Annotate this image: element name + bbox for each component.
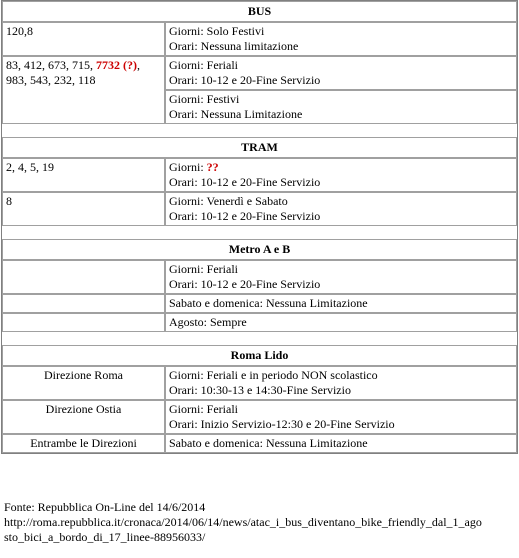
lido-row-2 [2,400,517,434]
lido-section-title: Roma Lido [2,345,517,366]
gap-cell [2,226,517,239]
metro-row-3 [2,313,517,332]
source-label: Fonte: Repubblica On-Line del 14/6/2014 [4,500,206,514]
source-url-part-2[interactable]: sto_bici_a_bordo_di_17_linee-88956033/ [4,530,206,544]
tram-giorni-prefix: Giorni: [169,160,207,174]
bus-row-1-lines: 120,8 [2,22,165,56]
bus-row-1 [2,22,517,56]
metro-header-row [2,239,517,260]
metro-row-3-schedule: Agosto: Sempre [165,313,517,332]
source-url-part-1[interactable]: http://roma.repubblica.it/cronaca/2014/06/14/news/atac_i_bus_diventano_bike_friendly_dal_1_ago [4,515,482,529]
tram-row-1-giorni [169,160,513,175]
bus-row-2-schedule [165,56,517,90]
bus-lines-part-b: , [137,58,140,72]
metro-row-1-giorni: Giorni: Feriali [169,262,238,276]
lido-header-row [2,345,517,366]
bike-schedule-table [1,0,518,454]
bus-row-1-orari: Orari: Nessuna limitazione [169,39,299,53]
source-citation [4,500,482,545]
section-gap [2,124,517,137]
bus-row-2-orari: Orari: 10-12 e 20-Fine Servizio [169,73,321,87]
gap-cell [2,124,517,137]
lido-row-1-orari: Orari: 10:30-13 e 14:30-Fine Servizio [169,383,351,397]
bus-row-1-giorni: Giorni: Solo Festivi [169,24,265,38]
bus-row-3-orari: Orari: Nessuna Limitazione [169,107,303,121]
metro-section-title: Metro A e B [2,239,517,260]
tram-row-1 [2,158,517,192]
gap-cell [2,332,517,345]
lido-row-2-giorni: Giorni: Feriali [169,402,238,416]
metro-row-1-lines [2,260,165,294]
lido-row-1-schedule [165,366,517,400]
tram-header-row [2,137,517,158]
bus-section-title: BUS [2,1,517,22]
lido-row-1 [2,366,517,400]
lido-row-1-giorni: Giorni: Feriali e in periodo NON scolastico [169,368,378,382]
metro-row-3-lines [2,313,165,332]
bus-row-3-schedule [165,90,517,124]
lido-row-2-orari: Orari: Inizio Servizio-12:30 e 20-Fine Servizio [169,417,395,431]
tram-row-2-lines: 8 [2,192,165,226]
tram-row-2-schedule [165,192,517,226]
bus-row-2-lines-first [6,58,161,73]
lido-row-2-schedule [165,400,517,434]
tram-row-2 [2,192,517,226]
lido-row-2-direction: Direzione Ostia [2,400,165,434]
bus-row-2-lines [2,56,165,124]
lido-row-3-direction: Entrambe le Direzioni [2,434,165,453]
schedule-wrapper [1,0,518,454]
tram-row-2-giorni: Giorni: Venerdì e Sabato [169,194,288,208]
tram-section-title: TRAM [2,137,517,158]
lido-row-1-direction: Direzione Roma [2,366,165,400]
metro-row-1-schedule [165,260,517,294]
section-gap [2,226,517,239]
bus-row-1-schedule [165,22,517,56]
tram-giorni-uncertain: ?? [206,160,219,174]
bus-row-2-giorni: Giorni: Feriali [169,58,238,72]
metro-row-2 [2,294,517,313]
metro-row-2-lines [2,294,165,313]
metro-row-2-schedule: Sabato e domenica: Nessuna Limitazione [165,294,517,313]
tram-row-1-schedule [165,158,517,192]
lido-row-3 [2,434,517,453]
lido-row-3-schedule: Sabato e domenica: Nessuna Limitazione [165,434,517,453]
metro-row-1-orari: Orari: 10-12 e 20-Fine Servizio [169,277,321,291]
tram-row-1-orari: Orari: 10-12 e 20-Fine Servizio [169,175,321,189]
tram-row-1-lines: 2, 4, 5, 19 [2,158,165,192]
bus-row-2-lines-second: 983, 543, 232, 118 [6,73,96,87]
bus-header-row [2,1,517,22]
tram-row-2-orari: Orari: 10-12 e 20-Fine Servizio [169,209,321,223]
section-gap [2,332,517,345]
metro-row-1 [2,260,517,294]
bus-row-2 [2,56,517,90]
bus-lines-part-a: 83, 412, 673, 715, [6,58,96,72]
bus-line-uncertain: 7732 (?) [96,58,137,72]
bus-row-3-giorni: Giorni: Festivi [169,92,240,106]
